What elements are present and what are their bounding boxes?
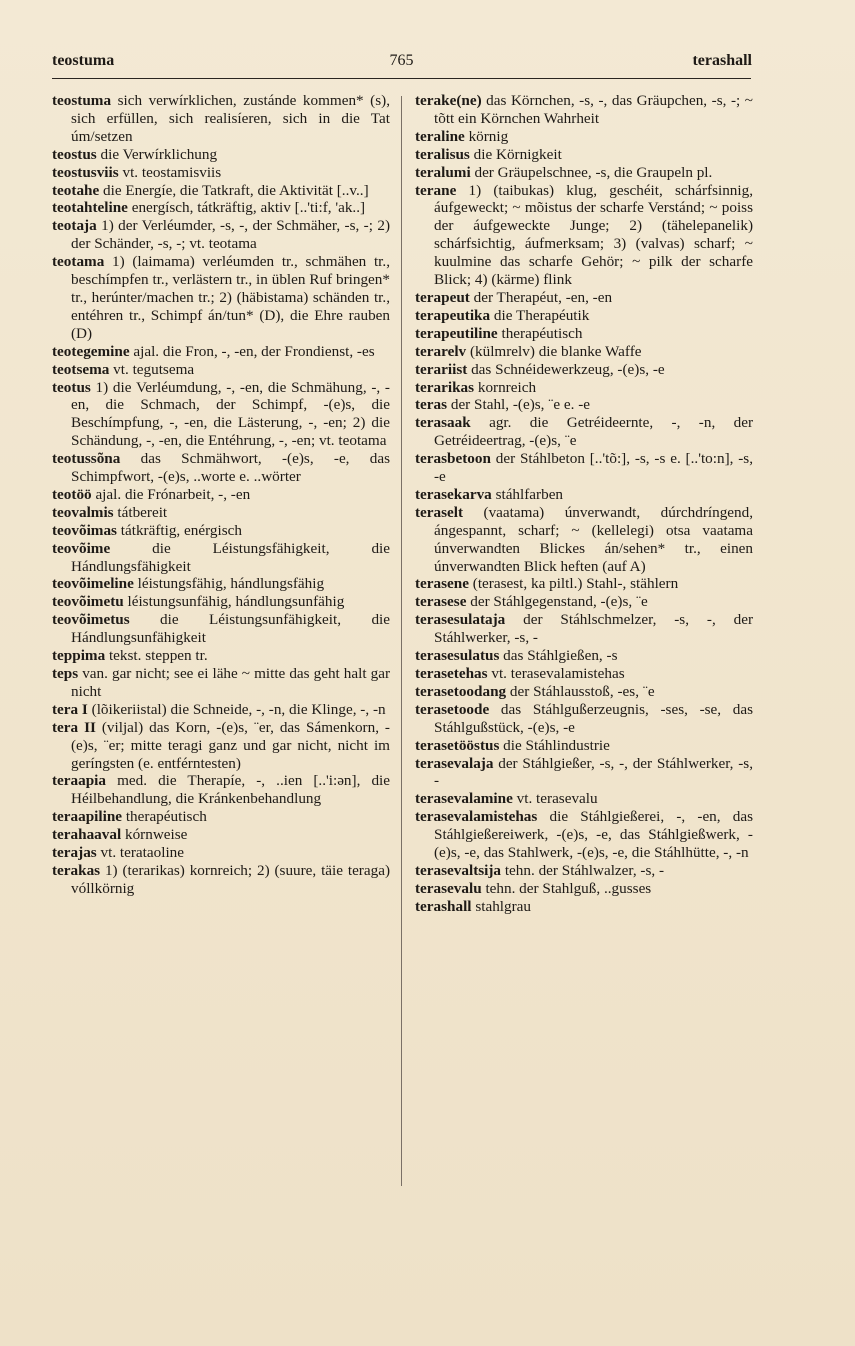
entry-headword: teostuma	[52, 92, 112, 109]
dictionary-entry	[52, 540, 390, 576]
dictionary-entry	[415, 396, 753, 414]
entry-definition: die Léistungsunfähigkeit, die Hándlungsunfähigkeit	[71, 611, 390, 647]
dictionary-entry	[52, 575, 390, 593]
entry-definition: kornreich	[477, 378, 537, 396]
dictionary-entry	[415, 92, 753, 128]
dictionary-entry	[415, 450, 753, 486]
dictionary-entry	[52, 665, 390, 701]
entry-headword: tera II	[52, 718, 96, 736]
entry-headword: teraapiline	[52, 808, 123, 826]
dictionary-entry	[415, 701, 753, 737]
entry-headword: terasetehas	[415, 665, 488, 682]
entry-definition: kórnweise	[124, 826, 188, 844]
entry-headword: terakas	[52, 861, 101, 879]
entry-headword: terasevalaja	[415, 754, 494, 772]
entry-headword: terasevaltsija	[415, 861, 502, 879]
entry-definition: therapéutisch	[501, 324, 583, 342]
entry-definition: der Stáhlbeton [..'tõ:], -s, -s e. [..'to:n], -s, -e	[434, 450, 754, 486]
entry-headword: teotöö	[52, 485, 92, 503]
dictionary-entry	[52, 361, 390, 379]
dictionary-entry	[52, 808, 390, 826]
entry-headword: terariist	[415, 360, 468, 378]
entry-headword: teppima	[52, 647, 106, 665]
entry-headword: teotus	[52, 378, 91, 396]
dictionary-entry	[415, 307, 753, 325]
dictionary-entry	[52, 826, 390, 844]
entry-headword: terasevalamistehas	[415, 808, 538, 826]
dictionary-entry	[415, 647, 753, 665]
entry-headword: terasevalu	[415, 879, 482, 897]
dictionary-entry	[52, 844, 390, 862]
entry-definition: vt. tegutsema	[113, 360, 195, 378]
column-divider	[401, 96, 402, 1186]
entry-headword: terapeutika	[415, 306, 491, 324]
entry-definition: stáhlfarben	[495, 485, 564, 503]
dictionary-entry	[52, 862, 390, 898]
entry-definition: (vaatama) únverwandt, dúrchdríngend, ángespannt, scharf; ~ (kellelegi) otsa vaatama únverwandten Blickes án/sehen* tr., einen únverwandten Blick heften (auf A)	[434, 503, 754, 575]
entry-definition: stahlgrau	[475, 897, 531, 915]
entry-definition: die Léistungsfähigkeit, die Hándlungsfähigkeit	[71, 539, 390, 575]
entry-definition: med. die Therapíe, -, ..ien [..'i:ən], die Héilbehandlung, die Kránkenbehandlung	[71, 772, 390, 808]
entry-headword: teostus	[52, 145, 97, 163]
entry-headword: teovõime	[52, 539, 111, 557]
entry-definition: tehn. der Stáhlwalzer, -s, -	[504, 861, 665, 879]
dictionary-entry	[415, 361, 753, 379]
entry-definition: energísch, tátkräftig, aktiv [..'ti:f, 'ak..]	[131, 199, 366, 217]
entry-headword: teotegemine	[52, 342, 130, 360]
entry-definition: vt. terasevalu	[516, 790, 598, 808]
dictionary-entry	[415, 898, 753, 916]
dictionary-entry	[52, 719, 390, 773]
entry-definition: der Therapéut, -en, -en	[473, 288, 613, 306]
entry-definition: (viljal) das Korn, -(e)s, ¨er, das Sámenkorn, -(e)s, ¨er; mitte teragi ganz und gar nicht, nicht im geríngsten (e. entférntesten)	[71, 718, 390, 772]
entry-headword: teralumi	[415, 163, 471, 181]
entry-definition: der Stahl, -(e)s, ¨e e. -e	[450, 396, 590, 414]
dictionary-entry	[415, 343, 753, 361]
entry-headword: teotussõna	[52, 450, 121, 468]
dictionary-entry	[52, 522, 390, 540]
entry-definition: 1) die Verléumdung, -, -en, die Schmähung, -, -en, die Schmach, der Schimpf, -(e)s, die Beschímpfung, -, -en, die Lästerung, -, -en; 2) die Schändung, -, -en, die Entéhrung, -, -en; vt. teotama	[71, 378, 390, 450]
entry-definition: tátbereit	[117, 503, 168, 521]
header-last-headword: terashall	[692, 52, 752, 69]
entry-definition: die Stáhlindustrie	[503, 736, 610, 754]
entry-definition: tekst. steppen tr.	[108, 647, 208, 665]
entry-headword: terasevalamine	[415, 790, 513, 808]
entry-headword: teotahteline	[52, 199, 128, 217]
entry-definition: die Therapéutik	[493, 306, 590, 324]
entry-headword: terasetoode	[415, 700, 490, 718]
entry-headword: teovõimeline	[52, 575, 134, 593]
entry-definition: das Schnéidewerkzeug, -(e)s, -e	[471, 360, 665, 378]
dictionary-entry	[52, 379, 390, 451]
entry-definition: 1) (taibukas) klug, geschéit, schárfsinnig, áufgeweckt; ~ mõistus der scharfe Verstánd; ~ poiss der áufgeweckte Junge; 2) (tähelepanelik) schárfsichtig, áufmerksam; 3) (valvas) scharf; ~ kuulmine das scharfe Gehör; ~ pilk der scharfe Blick; 4) (kärme) flink	[434, 181, 754, 289]
entry-definition: van. gar nicht; see ei lähe ~ mitte das geht halt gar nicht	[71, 665, 391, 700]
dictionary-entry	[52, 253, 390, 343]
entry-headword: terasese	[415, 593, 467, 611]
entry-headword: teras	[415, 396, 448, 414]
entry-definition: das Schmähwort, -(e)s, -e, das Schimpfwort, -(e)s, ..worte e. ..wörter	[71, 450, 390, 486]
entry-headword: teraapia	[52, 772, 106, 790]
dictionary-entry	[415, 289, 753, 307]
dictionary-entry	[415, 611, 753, 647]
entry-headword: terasekarva	[415, 485, 492, 503]
entry-definition: vt. terataoline	[100, 844, 184, 862]
dictionary-entry	[52, 701, 390, 719]
dictionary-entry	[52, 772, 390, 808]
entry-definition: ajal. die Fron, -, -en, der Frondienst, -es	[133, 342, 375, 360]
entry-definition: (terasest, ka piltl.) Stahl-, stählern	[472, 575, 679, 593]
dictionary-entry	[52, 199, 390, 217]
entry-headword: teotsema	[52, 360, 110, 378]
left-column	[52, 92, 390, 898]
entry-definition: der Stáhlschmelzer, -s, -, der Stáhlwerker, -s, -	[434, 611, 753, 647]
dictionary-entry	[415, 737, 753, 755]
entry-definition: vt. teostamisviis	[122, 163, 222, 181]
dictionary-entry	[52, 217, 390, 253]
entry-headword: terasene	[415, 575, 469, 593]
entry-definition: das Stáhlgußerzeugnis, -ses, -se, das Stáhlgußstück, -(e)s, -e	[434, 700, 754, 736]
entry-headword: teraline	[415, 127, 465, 145]
entry-definition: (lõikeriistal) die Schneide, -, -n, die Klinge, -, -n	[91, 700, 386, 718]
entry-definition: ajal. die Frónarbeit, -, -en	[95, 485, 251, 503]
entry-headword: tera I	[52, 700, 88, 718]
entry-headword: terasesulataja	[415, 611, 506, 629]
dictionary-entry	[52, 611, 390, 647]
dictionary-entry	[415, 665, 753, 683]
entry-headword: teotaja	[52, 217, 97, 235]
dictionary-entry	[415, 862, 753, 880]
dictionary-entry	[52, 593, 390, 611]
dictionary-entry	[52, 504, 390, 522]
dictionary-entry	[415, 755, 753, 791]
dictionary-entry	[415, 182, 753, 289]
entry-definition: léistungsunfähig, hándlungsunfähig	[127, 593, 345, 611]
dictionary-entry	[415, 683, 753, 701]
dictionary-entry	[415, 504, 753, 576]
entry-definition: therapéutisch	[125, 808, 207, 826]
dictionary-entry	[415, 790, 753, 808]
dictionary-entry	[415, 325, 753, 343]
entry-headword: teovõimetu	[52, 593, 124, 611]
entry-headword: teotama	[52, 253, 105, 271]
dictionary-entry	[415, 164, 753, 182]
dictionary-entry	[52, 146, 390, 164]
entry-definition: der Stáhlgießer, -s, -, der Stáhlwerker, -s, -	[434, 754, 753, 790]
header-first-headword: teostuma	[52, 52, 115, 69]
entry-headword: terasesulatus	[415, 647, 500, 665]
entry-headword: terasetoodang	[415, 682, 507, 700]
entry-headword: terasbetoon	[415, 450, 491, 468]
entry-headword: teostusviis	[52, 163, 119, 181]
entry-definition: sich verwírklichen, zustánde kommen* (s), sich erfüllen, sich realisíeren, sich in die Tat úm/setzen	[71, 92, 390, 145]
page-header	[52, 48, 751, 79]
entry-definition: 1) (terarikas) kornreich; 2) (suure, täie teraga) vóllkörnig	[71, 861, 391, 897]
entry-definition: tehn. der Stahlguß, ..gusses	[485, 879, 652, 897]
page-number: 765	[389, 52, 414, 69]
entry-definition: (külmrelv) die blanke Waffe	[469, 342, 642, 360]
entry-headword: terane	[415, 181, 457, 199]
entry-definition: 1) der Verléumder, -s, -, der Schmäher, -s, -; 2) der Schänder, -s, -; vt. teotama	[71, 217, 391, 253]
dictionary-entry	[415, 379, 753, 397]
dictionary-entry	[415, 593, 753, 611]
entry-headword: terapeut	[415, 288, 470, 306]
dictionary-entry	[415, 486, 753, 504]
right-column	[415, 92, 753, 916]
dictionary-entry	[415, 128, 753, 146]
entry-headword: terake(ne)	[415, 92, 482, 109]
dictionary-entry	[52, 164, 390, 182]
entry-definition: der Stáhlgegenstand, -(e)s, ¨e	[470, 593, 648, 611]
dictionary-entry	[415, 146, 753, 164]
entry-definition: 1) (laimama) verléumden tr., schmähen tr., beschímpfen tr., verlästern tr., in üblen Ruf bringen* tr., herúnter/machen tr.; 2) (häbistama) schänden tr., entéhren tr., Schimpf án/tun* (D), die Ehre rauben (D)	[71, 253, 390, 342]
dictionary-entry	[415, 575, 753, 593]
entry-headword: teovõimas	[52, 521, 117, 539]
dictionary-entry	[415, 808, 753, 862]
entry-headword: terarelv	[415, 342, 467, 360]
entry-headword: teps	[52, 665, 79, 682]
entry-definition: das Körnchen, -s, -, das Gräupchen, -s, -; ~ tõtt ein Körnchen Wahrheit	[434, 92, 754, 127]
entry-definition: der Stáhlausstoß, -es, ¨e	[509, 682, 655, 700]
dictionary-entry	[52, 450, 390, 486]
entry-definition: das Stáhlgießen, -s	[503, 647, 618, 665]
entry-definition: tátkräftig, enérgisch	[120, 521, 242, 539]
entry-definition: der Gräupelschnee, -s, die Graupeln pl.	[474, 163, 713, 181]
dictionary-entry	[52, 486, 390, 504]
dictionary-entry	[415, 414, 753, 450]
dictionary-entry	[52, 343, 390, 361]
entry-definition: agr. die Getréideernte, -, -n, der Getréideertrag, -(e)s, ¨e	[434, 414, 754, 450]
entry-definition: die Energíe, die Tatkraft, die Aktivität [..v..]	[103, 181, 369, 199]
entry-definition: die Verwírklichung	[100, 145, 218, 163]
dictionary-entry	[52, 647, 390, 665]
entry-definition: vt. terasevalamistehas	[491, 665, 625, 682]
entry-definition: körnig	[468, 127, 509, 145]
entry-headword: terarikas	[415, 378, 475, 396]
entry-headword: teovalmis	[52, 503, 114, 521]
entry-headword: terapeutiline	[415, 324, 498, 342]
dictionary-entry	[52, 92, 390, 146]
entry-definition: die Körnigkeit	[473, 145, 562, 163]
entry-headword: teralisus	[415, 145, 470, 163]
entry-definition: die Stáhlgießerei, -, -en, das Stáhlgießereiwerk, -(e)s, -e, das Stáhlgießwerk, -(e)s, -e, das Stahlwerk, -(e)s, -e, die Stáhlhütte, -, -n	[434, 808, 753, 862]
entry-headword: terashall	[415, 897, 472, 915]
entry-headword: terasetööstus	[415, 736, 500, 754]
entry-headword: teovõimetus	[52, 611, 130, 629]
entry-headword: terajas	[52, 844, 97, 862]
dictionary-entry	[415, 880, 753, 898]
entry-definition: léistungsfähig, hándlungsfähig	[137, 575, 325, 593]
entry-headword: terasaak	[415, 414, 471, 432]
entry-headword: teotahe	[52, 181, 100, 199]
dictionary-entry	[52, 182, 390, 200]
entry-headword: teraselt	[415, 503, 464, 521]
entry-headword: terahaaval	[52, 826, 122, 844]
